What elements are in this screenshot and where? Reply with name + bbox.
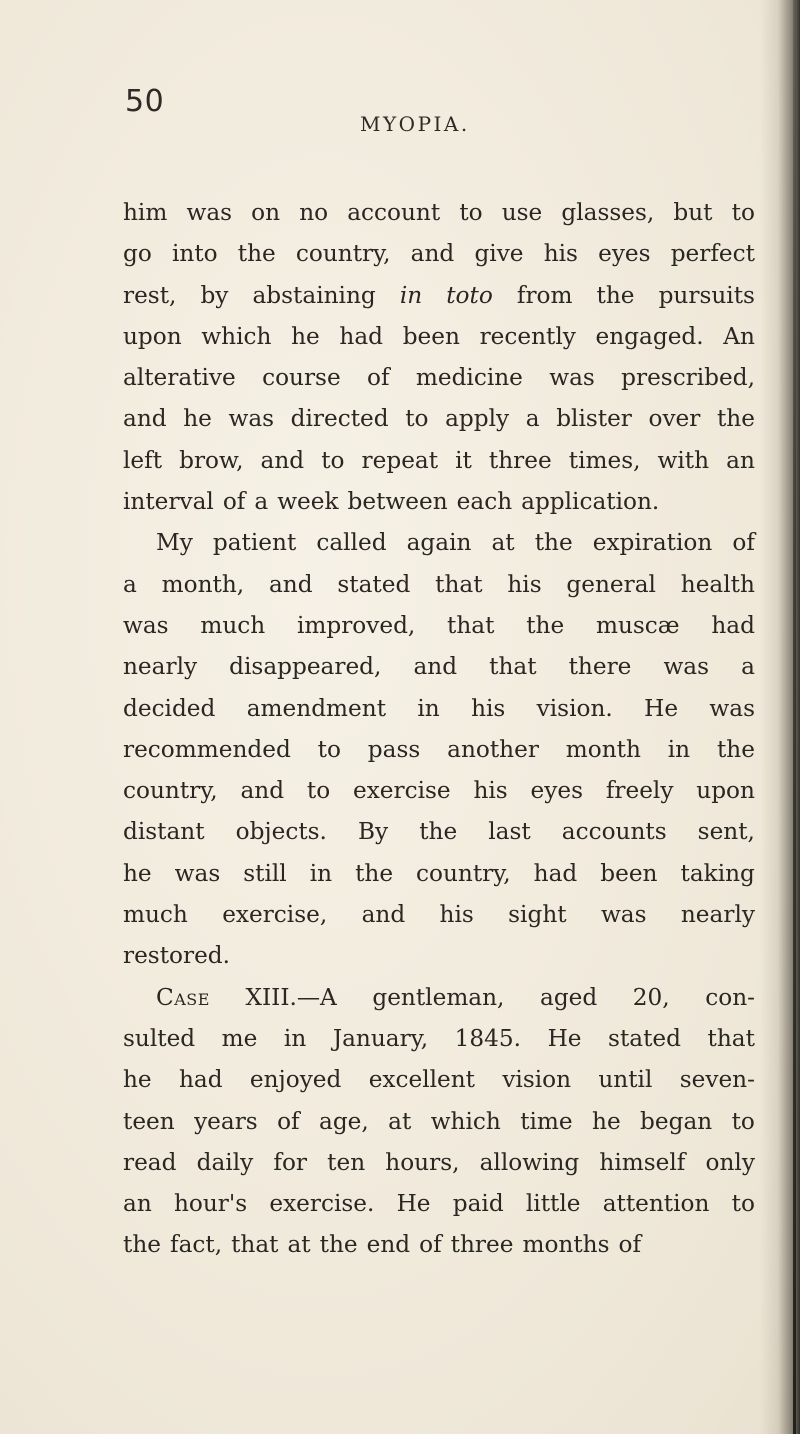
text-line: sulted me in January, 1845. He stated that bbox=[123, 1024, 755, 1052]
text-line: he was still in the country, had been taking bbox=[123, 859, 755, 887]
text-line: decided amendment in his vision. He was bbox=[123, 694, 755, 722]
text-line: distant objects. By the last accounts sent, bbox=[123, 818, 755, 846]
text-line: much exercise, and his sight was nearly bbox=[123, 901, 755, 929]
text-line: an hour's exercise. He paid little attention to bbox=[123, 1190, 755, 1218]
text-line: country, and to exercise his eyes freely upon bbox=[123, 777, 755, 805]
text-line: teen years of age, at which time he began to bbox=[123, 1107, 755, 1135]
page-number: 50 bbox=[125, 84, 165, 119]
text-line: alterative course of medicine was prescribed, bbox=[123, 364, 755, 392]
page-edge-shadow bbox=[793, 0, 796, 1434]
text-line: restored. bbox=[123, 942, 231, 970]
running-head: MYOPIA. bbox=[360, 112, 470, 136]
text-line: he had enjoyed excellent vision until seven- bbox=[123, 1066, 755, 1094]
text-line: Case XIII.—A gentleman, aged 20, con- bbox=[156, 983, 755, 1011]
body-text bbox=[123, 192, 755, 1266]
text-line: the fact, that at the end of three months of bbox=[123, 1231, 642, 1259]
text-line: My patient called again at the expiration of bbox=[156, 529, 755, 557]
text-line: upon which he had been recently engaged. An bbox=[123, 322, 755, 350]
text-line: left brow, and to repeat it three times, with an bbox=[123, 446, 755, 474]
page-header bbox=[125, 84, 755, 136]
text-line: nearly disappeared, and that there was a bbox=[123, 653, 755, 681]
text-line: a month, and stated that his general health bbox=[123, 570, 755, 598]
text-line: him was on no account to use glasses, but to bbox=[123, 199, 755, 226]
text-line: interval of a week between each application. bbox=[123, 488, 660, 516]
text-line: and he was directed to apply a blister over the bbox=[123, 405, 755, 433]
text-line: rest, by abstaining in toto from the pursuits bbox=[123, 281, 755, 309]
text-line: was much improved, that the muscæ had bbox=[123, 611, 755, 639]
text-line: read daily for ten hours, allowing himself only bbox=[123, 1148, 755, 1176]
text-line: recommended to pass another month in the bbox=[123, 735, 755, 763]
text-line: go into the country, and give his eyes perfect bbox=[123, 240, 755, 268]
